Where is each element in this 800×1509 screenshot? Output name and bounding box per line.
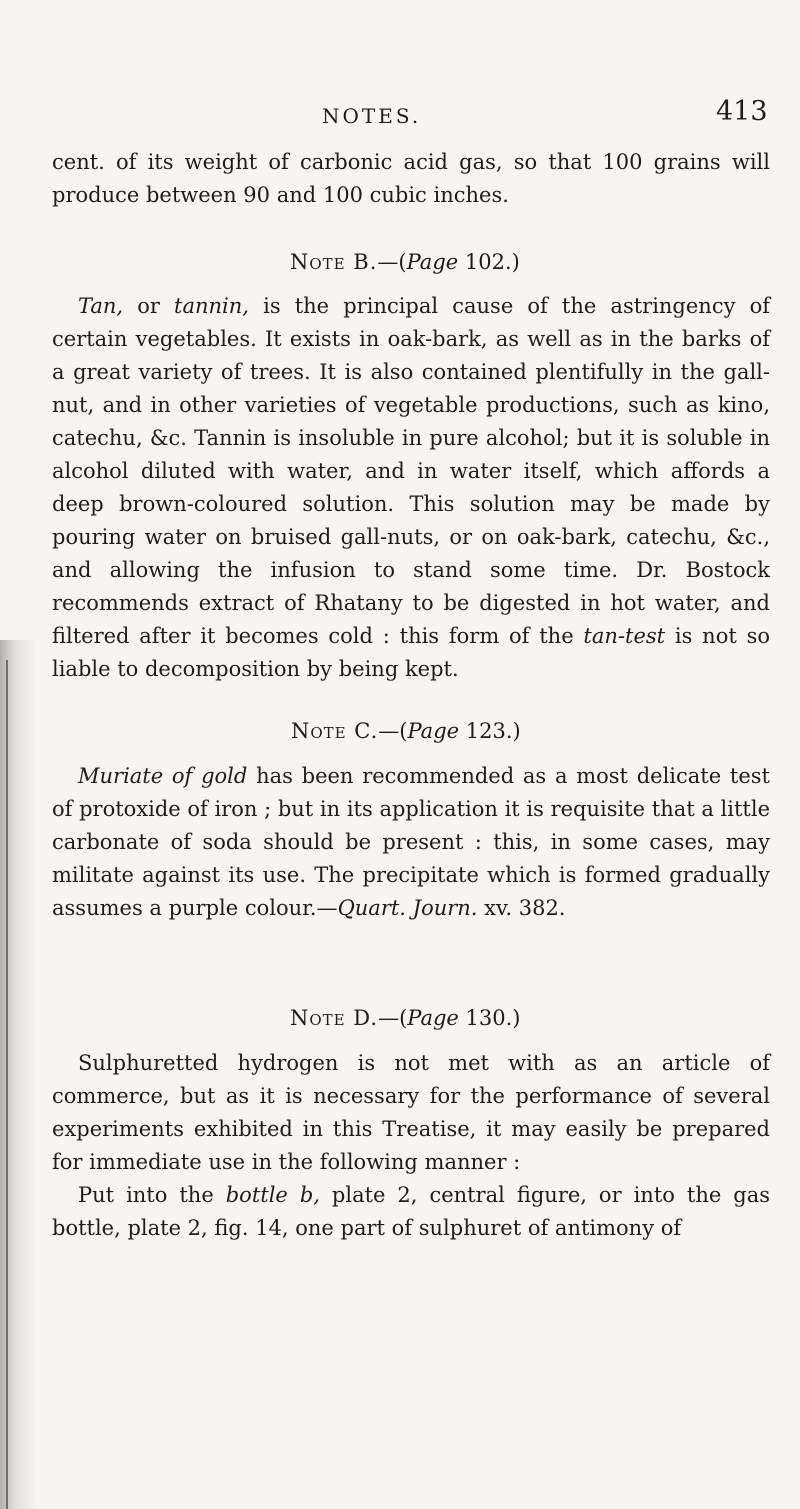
note-b-or: or [123,294,175,318]
note-d-term-bottle-b: bottle b, [225,1183,320,1207]
note-b-term-tan: Tan, [78,294,124,318]
note-d-paragraphs [52,1047,770,1245]
note-b-body-a: is the principal cause of the astringency of certain vegetables. It exists in oak-bark, as well as in the barks of a great variety of trees. It is also contained plentifully in the gall-nut, and in other varieties of vegetable productions, such as kino, catechu, &c. Tannin is insoluble in pure alcohol; but it is soluble in alcohol diluted with water, and in water itself, which affords a deep brown-coloured solution. This solution may be made by pouring water on bruised gall-nuts, or on oak-bark, catechu, &c., and allowing the infusion to stand some time. Dr. Bostock recommends extract of Rhatany to be digested in hot water, and filtered after it becomes cold : this form of the [52,294,770,648]
note-c-body-b: xv. 382. [477,896,566,920]
note-d-heading [290,1003,521,1033]
note-b-term-tannin: tannin, [174,294,249,318]
note-c-paragraph [52,760,770,925]
running-head-title: NOTES. [322,104,422,128]
note-b-body-b: is not so liable to decomposition by being kept. [52,624,770,681]
page-number: 413 [716,96,768,127]
note-b-page-ref: 102.) [458,250,520,274]
note-c-source: Quart. Journ. [337,896,478,920]
note-d-label: Note D. [290,1006,379,1030]
running-head [0,90,800,130]
note-c-term-muriate-of-gold: Muriate of gold [78,764,248,788]
note-d-para-1: Sulphuretted hydrogen is not met with as an article of commerce, but as it is necessary for the performance of several experiments exhibited in this Treatise, it may easily be prepared for immediate use in the following manner : [52,1051,770,1174]
note-d-para-2 [52,1179,770,1245]
note-d-para-2-b: plate 2, central figure, or into the gas bottle, plate 2, fig. 14, one part of sulphuret of antimony of [52,1183,770,1240]
note-b-heading [290,247,520,277]
intro-text: cent. of its weight of carbonic acid gas, so that 100 grains will produce between 90 and 100 cubic inches. [52,150,770,207]
note-c-page-ref: 123.) [459,719,521,743]
note-b-dash: —( [377,250,407,274]
note-b-text [52,290,770,686]
intro-paragraph [52,146,770,212]
note-d-dash: —( [378,1006,408,1030]
note-c-page-word: Page [407,719,460,743]
note-c-label: Note C. [291,719,379,743]
note-c-body-a: has been recommended as a most delicate test of protoxide of iron ; but in its application it is requisite that a little carbonate of soda should be present : this, in some cases, may militate against its use. The precipitate which is formed gradually assumes a purple colour.— [52,764,770,920]
note-b-label: Note B. [290,250,378,274]
note-b-page-word: Page [406,250,459,274]
note-c-dash: —( [378,719,408,743]
note-d-page-ref: 130.) [458,1006,521,1030]
note-b-paragraph [52,290,770,686]
note-c-text [52,760,770,925]
note-b-term-tan-test: tan-test [583,624,666,648]
note-c-heading [291,716,521,746]
binding-gutter-line [6,660,8,1509]
note-d-page-word: Page [407,1006,459,1030]
note-d-para-2-a: Put into the [78,1183,226,1207]
